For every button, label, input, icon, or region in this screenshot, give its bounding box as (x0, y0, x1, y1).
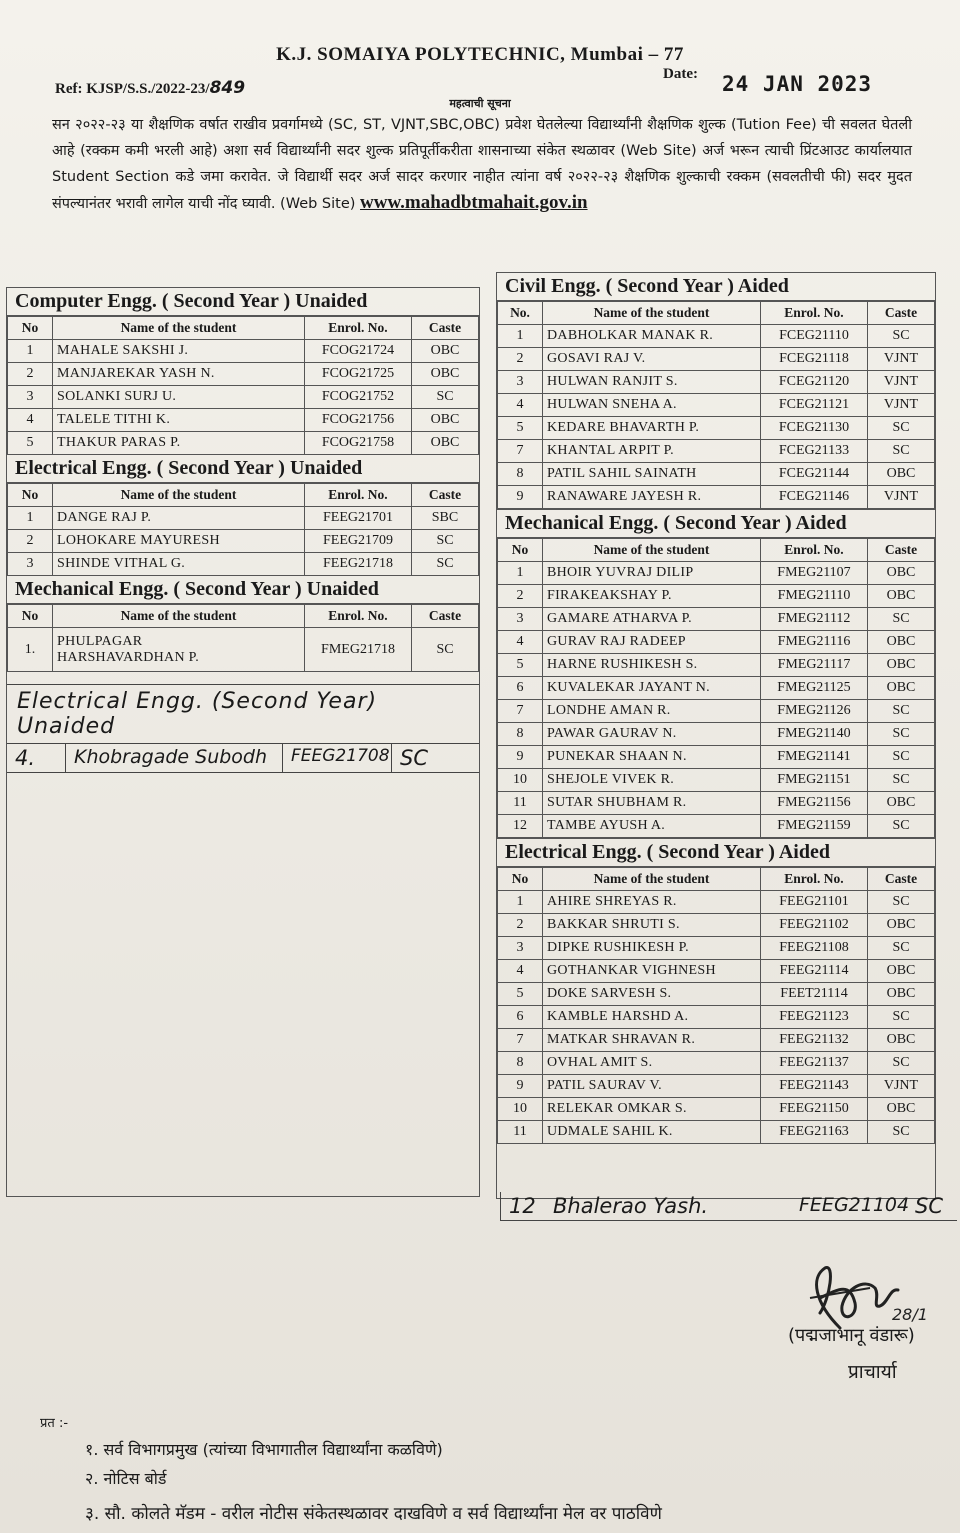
row-enrol: FCEG21120 (761, 371, 868, 394)
row-no: 4 (498, 394, 543, 417)
row-no: 9 (498, 486, 543, 509)
row-enrol: FEEG21701 (305, 507, 412, 530)
table-row (498, 723, 935, 746)
hand-row-no: 4. (7, 744, 66, 772)
row-no: 3 (8, 386, 53, 409)
row-caste: SC (868, 1121, 935, 1144)
ref-number-handwritten: 849 (209, 78, 246, 98)
row-no: 1. (8, 628, 53, 672)
row-name: DANGE RAJ P. (53, 507, 305, 530)
row-enrol: FEEG21123 (761, 1006, 868, 1029)
table-row (498, 769, 935, 792)
table-row (498, 746, 935, 769)
col-name: Name of the student (53, 605, 305, 628)
section-title-comp-unaided: Computer Engg. ( Second Year ) Unaided (7, 288, 479, 316)
row-enrol: FCEG21130 (761, 417, 868, 440)
section-title-civil-aided: Civil Engg. ( Second Year ) Aided (497, 273, 935, 301)
principal-name: (पद्मजाभानू वंडारू) (788, 1325, 915, 1346)
row-name: TALELE TITHI K. (53, 409, 305, 432)
col-enrol: Enrol. No. (761, 302, 868, 325)
row-no: 4 (498, 631, 543, 654)
row-no: 1 (498, 891, 543, 914)
row-caste: OBC (412, 432, 479, 455)
row-caste: SC (868, 937, 935, 960)
table-row (498, 440, 935, 463)
row-caste: SC (868, 1052, 935, 1075)
row-caste: VJNT (868, 394, 935, 417)
row-no: 7 (498, 700, 543, 723)
row-no: 10 (498, 769, 543, 792)
table-row (498, 394, 935, 417)
table-row (498, 700, 935, 723)
row-enrol: FMEG21116 (761, 631, 868, 654)
row-name: FIRAKEAKSHAY P. (543, 585, 761, 608)
row-enrol: FCOG21725 (305, 363, 412, 386)
row-no: 11 (498, 1121, 543, 1144)
notice-heading: महत्वाची सूचना (449, 97, 511, 110)
row-name: GURAV RAJ RADEEP (543, 631, 761, 654)
row-caste: SC (868, 815, 935, 838)
table-row (498, 348, 935, 371)
row-no: 1 (498, 562, 543, 585)
row-no: 10 (498, 1098, 543, 1121)
row-enrol: FMEG21718 (305, 628, 412, 672)
row-caste: OBC (868, 631, 935, 654)
row-name: DIPKE RUSHIKESH P. (543, 937, 761, 960)
row-no: 1 (8, 507, 53, 530)
row-no: 3 (498, 937, 543, 960)
row-no: 2 (498, 914, 543, 937)
table-elec-unaided (7, 483, 479, 576)
col-enrol: Enrol. No. (305, 605, 412, 628)
col-caste: Caste (868, 539, 935, 562)
table-row (498, 1006, 935, 1029)
row-no: 3 (498, 371, 543, 394)
row-no: 5 (8, 432, 53, 455)
hand-row-enrol: FEEG21708 (283, 744, 392, 772)
row-name-line1: PHULPAGAR (57, 633, 143, 649)
table-row (498, 631, 935, 654)
row-name: SHEJOLE VIVEK R. (543, 769, 761, 792)
table-row (498, 792, 935, 815)
row-no: 2 (8, 363, 53, 386)
row-no: 3 (498, 608, 543, 631)
site-label: (Web Site) (280, 196, 356, 212)
row-no: 8 (498, 1052, 543, 1075)
row-enrol: FMEG21110 (761, 585, 868, 608)
hand-row-caste: SC (915, 1194, 943, 1218)
table-row (498, 677, 935, 700)
row-caste: VJNT (868, 1075, 935, 1098)
table-comp-unaided (7, 316, 479, 455)
row-name: KEDARE BHAVARTH P. (543, 417, 761, 440)
table-row (8, 409, 479, 432)
row-caste: OBC (868, 677, 935, 700)
table-row (498, 463, 935, 486)
row-caste: OBC (868, 1029, 935, 1052)
row-caste: OBC (868, 983, 935, 1006)
row-no: 2 (498, 585, 543, 608)
row-no: 1 (8, 340, 53, 363)
website-link[interactable]: www.mahadbtmahait.gov.in (360, 192, 588, 213)
handwritten-section-title: Electrical Engg. (Second Year) Unaided (7, 685, 479, 744)
table-row (498, 914, 935, 937)
row-name: RANAWARE JAYESH R. (543, 486, 761, 509)
row-no: 11 (498, 792, 543, 815)
row-caste: OBC (412, 409, 479, 432)
col-name: Name of the student (53, 317, 305, 340)
row-name: GOSAVI RAJ V. (543, 348, 761, 371)
row-caste: VJNT (868, 371, 935, 394)
row-caste: OBC (868, 960, 935, 983)
row-no: 9 (498, 746, 543, 769)
left-panel (6, 287, 480, 1197)
row-no: 7 (498, 440, 543, 463)
table-elec-aided (497, 867, 935, 1144)
right-panel (496, 272, 936, 1199)
col-no: No (498, 868, 543, 891)
col-no: No (8, 484, 53, 507)
row-name: KAMBLE HARSHD A. (543, 1006, 761, 1029)
row-caste: OBC (868, 914, 935, 937)
row-name: RELEKAR OMKAR S. (543, 1098, 761, 1121)
row-enrol: FEEG21150 (761, 1098, 868, 1121)
table-row (8, 432, 479, 455)
table-row (498, 1075, 935, 1098)
row-caste: SC (868, 769, 935, 792)
row-name: AHIRE SHREYAS R. (543, 891, 761, 914)
copy-to-line-1: १. सर्व विभागप्रमुख (त्यांच्या विभागातील विद्यार्थ्यांना कळविणे) (85, 1440, 443, 1459)
table-row (498, 1029, 935, 1052)
row-no: 3 (8, 553, 53, 576)
row-name: TAMBE AYUSH A. (543, 815, 761, 838)
col-enrol: Enrol. No. (761, 539, 868, 562)
col-no: No. (498, 302, 543, 325)
row-caste: OBC (868, 654, 935, 677)
row-enrol: FCEG21144 (761, 463, 868, 486)
row-enrol: FCEG21146 (761, 486, 868, 509)
col-caste: Caste (412, 317, 479, 340)
hand-row-no: 12 (509, 1194, 536, 1218)
row-enrol: FCEG21121 (761, 394, 868, 417)
date-label: Date: (663, 66, 698, 82)
hand-row-caste: SC (400, 746, 428, 770)
row-no: 4 (8, 409, 53, 432)
row-name: DABHOLKAR MANAK R. (543, 325, 761, 348)
copy-to-line-2: २. नोटिस बोर्ड (85, 1469, 167, 1488)
row-caste: OBC (868, 463, 935, 486)
row-enrol: FMEG21140 (761, 723, 868, 746)
row-caste: SC (868, 1006, 935, 1029)
row-enrol: FEEG21108 (761, 937, 868, 960)
row-caste: VJNT (868, 486, 935, 509)
col-name: Name of the student (543, 302, 761, 325)
table-row (498, 417, 935, 440)
row-name: PAWAR GAURAV N. (543, 723, 761, 746)
row-caste: SC (412, 386, 479, 409)
row-no: 2 (8, 530, 53, 553)
row-no: 6 (498, 677, 543, 700)
col-no: No (8, 317, 53, 340)
table-mech-aided (497, 538, 935, 838)
row-enrol: FEEG21143 (761, 1075, 868, 1098)
row-enrol: FEEG21102 (761, 914, 868, 937)
row-caste: SC (868, 891, 935, 914)
row-name: LONDHE AMAN R. (543, 700, 761, 723)
row-name: MATKAR SHRAVAN R. (543, 1029, 761, 1052)
table-row (498, 608, 935, 631)
row-name: MANJAREKAR YASH N. (53, 363, 305, 386)
row-enrol: FCEG21133 (761, 440, 868, 463)
row-name (53, 628, 305, 672)
row-no: 5 (498, 983, 543, 1006)
hand-row-enrol: FEEG21104 (799, 1194, 910, 1216)
table-row (498, 983, 935, 1006)
row-enrol: FEEG21101 (761, 891, 868, 914)
table-row (498, 1052, 935, 1075)
row-caste: SC (868, 608, 935, 631)
row-enrol: FCOG21752 (305, 386, 412, 409)
row-name: HARNE RUSHIKESH S. (543, 654, 761, 677)
signature-date: 28/1 (892, 1305, 928, 1324)
section-title-mech-aided: Mechanical Engg. ( Second Year ) Aided (497, 509, 935, 538)
col-no: No (498, 539, 543, 562)
row-enrol: FMEG21141 (761, 746, 868, 769)
section-title-mech-unaided: Mechanical Engg. ( Second Year ) Unaided (7, 576, 479, 604)
handwritten-row (7, 744, 479, 773)
row-enrol: FMEG21107 (761, 562, 868, 585)
principal-title: प्राचार्या (848, 1361, 897, 1383)
hand-row-name: Bhalerao Yash. (553, 1194, 709, 1218)
table-row (8, 628, 479, 672)
row-enrol: FMEG21125 (761, 677, 868, 700)
row-name: KHANTAL ARPIT P. (543, 440, 761, 463)
col-caste: Caste (412, 605, 479, 628)
table-row (8, 363, 479, 386)
row-name: PUNEKAR SHAAN N. (543, 746, 761, 769)
row-enrol: FEEG21114 (761, 960, 868, 983)
row-name: DOKE SARVESH S. (543, 983, 761, 1006)
row-enrol: FCEG21110 (761, 325, 868, 348)
row-name: BHOIR YUVRAJ DILIP (543, 562, 761, 585)
row-enrol: FCOG21724 (305, 340, 412, 363)
table-row (8, 507, 479, 530)
row-caste: VJNT (868, 348, 935, 371)
row-enrol: FMEG21156 (761, 792, 868, 815)
table-row (498, 937, 935, 960)
table-row (498, 562, 935, 585)
row-caste: SC (868, 723, 935, 746)
row-enrol: FMEG21117 (761, 654, 868, 677)
row-caste: SC (868, 417, 935, 440)
row-name: OVHAL AMIT S. (543, 1052, 761, 1075)
row-caste: OBC (868, 562, 935, 585)
row-caste: SC (868, 440, 935, 463)
row-no: 4 (498, 960, 543, 983)
row-name: GAMARE ATHARVA P. (543, 608, 761, 631)
row-no: 2 (498, 348, 543, 371)
row-name: UDMALE SAHIL K. (543, 1121, 761, 1144)
row-caste: OBC (412, 363, 479, 386)
notice-text: सन २०२२-२३ या शैक्षणिक वर्षात राखीव प्रवर्गामध्ये (SC, ST, VJNT,SBC,OBC) प्रवेश घेतलेल्या विद्यार्थ्यांनी शैक्षणिक शुल्क (Tution Fee) ची सवलत घेतली आहे (रक्कम कमी भरली आहे) अशा सर्व विद्यार्थ्यांनी सदर शुल्क प्रतिपूर्तीकरीता शासनाच्या संकेत स्थळावर (Web Site) अर्ज भरून त्याची प्रिंटआउट कार्यालयात Student Section कडे जमा करावेत. जे विद्यार्थी सदर अर्ज सादर करणार नाहीत त्यांना वर्ष २०२२-२३ शैक्षणिक शुल्काची रक्कम (सवलतीची फी) सदर मुदत संपल्यानंतर भरावी लागेल याची नोंद घ्यावी. (52, 117, 912, 212)
row-name: PATIL SAURAV V. (543, 1075, 761, 1098)
table-row (498, 1121, 935, 1144)
row-caste: SC (412, 628, 479, 672)
col-caste: Caste (868, 302, 935, 325)
row-no: 5 (498, 654, 543, 677)
col-no: No (8, 605, 53, 628)
notice-paragraph (52, 112, 912, 217)
row-name: THAKUR PARAS P. (53, 432, 305, 455)
row-caste: OBC (868, 792, 935, 815)
row-no: 12 (498, 815, 543, 838)
col-enrol: Enrol. No. (305, 317, 412, 340)
row-name: HULWAN SNEHA A. (543, 394, 761, 417)
hand-row-name: Khobragade Subodh (66, 744, 283, 772)
row-caste: SC (412, 530, 479, 553)
row-name: KUVALEKAR JAYANT N. (543, 677, 761, 700)
row-enrol: FMEG21126 (761, 700, 868, 723)
col-name: Name of the student (543, 539, 761, 562)
reference-number (55, 78, 245, 98)
row-enrol: FEEG21718 (305, 553, 412, 576)
table-row (8, 530, 479, 553)
table-row (8, 553, 479, 576)
table-row (498, 815, 935, 838)
table-row (8, 386, 479, 409)
table-row (498, 891, 935, 914)
row-name: SUTAR SHUBHAM R. (543, 792, 761, 815)
row-caste: SC (868, 700, 935, 723)
row-caste: OBC (412, 340, 479, 363)
table-row (498, 1098, 935, 1121)
row-caste: OBC (868, 1098, 935, 1121)
copy-to-label: प्रत :- (40, 1416, 69, 1431)
row-caste: SC (868, 746, 935, 769)
table-row (498, 585, 935, 608)
table-row (498, 960, 935, 983)
table-civil-aided (497, 301, 935, 509)
row-no: 8 (498, 463, 543, 486)
row-name-line2: HARSHAVARDHAN P. (57, 649, 199, 665)
section-title-elec-unaided: Electrical Engg. ( Second Year ) Unaided (7, 455, 479, 483)
col-caste: Caste (412, 484, 479, 507)
row-name: LOHOKARE MAYURESH (53, 530, 305, 553)
college-title: K.J. SOMAIYA POLYTECHNIC, Mumbai – 77 (276, 44, 684, 65)
copy-to-line-3: ३. सौ. कोलते मॅडम - वरील नोटीस संकेतस्थळावर दाखविणे व सर्व विद्यार्थ्यांना मेल वर पाठविणे (85, 1504, 662, 1524)
row-enrol: FEEG21163 (761, 1121, 868, 1144)
row-name: SHINDE VITHAL G. (53, 553, 305, 576)
col-name: Name of the student (543, 868, 761, 891)
row-enrol: FCOG21758 (305, 432, 412, 455)
row-enrol: FCEG21118 (761, 348, 868, 371)
date-stamp: 24 JAN 2023 (722, 72, 873, 96)
row-name: MAHALE SAKSHI J. (53, 340, 305, 363)
row-no: 7 (498, 1029, 543, 1052)
row-enrol: FEET21114 (761, 983, 868, 1006)
row-name: HULWAN RANJIT S. (543, 371, 761, 394)
row-enrol: FEEG21132 (761, 1029, 868, 1052)
row-enrol: FEEG21709 (305, 530, 412, 553)
col-name: Name of the student (53, 484, 305, 507)
table-row (498, 371, 935, 394)
row-no: 1 (498, 325, 543, 348)
table-row (498, 486, 935, 509)
row-no: 8 (498, 723, 543, 746)
col-caste: Caste (868, 868, 935, 891)
row-no: 9 (498, 1075, 543, 1098)
row-enrol: FMEG21112 (761, 608, 868, 631)
row-caste: OBC (868, 585, 935, 608)
ref-label: Ref: KJSP/S.S./2022-23/ (55, 81, 210, 97)
row-caste: SC (412, 553, 479, 576)
table-row (498, 654, 935, 677)
row-enrol: FMEG21159 (761, 815, 868, 838)
table-row (498, 325, 935, 348)
section-title-elec-aided: Electrical Engg. ( Second Year ) Aided (497, 838, 935, 867)
row-no: 6 (498, 1006, 543, 1029)
table-mech-unaided (7, 604, 479, 672)
row-name: PATIL SAHIL SAINATH (543, 463, 761, 486)
row-enrol: FCOG21756 (305, 409, 412, 432)
row-enrol: FMEG21151 (761, 769, 868, 792)
table-row (8, 340, 479, 363)
col-enrol: Enrol. No. (761, 868, 868, 891)
row-no: 5 (498, 417, 543, 440)
row-enrol: FEEG21137 (761, 1052, 868, 1075)
handwritten-row-elec-aided (500, 1192, 957, 1221)
row-name: GOTHANKAR VIGHNESH (543, 960, 761, 983)
row-name: SOLANKI SURJ U. (53, 386, 305, 409)
row-name: BAKKAR SHRUTI S. (543, 914, 761, 937)
row-caste: SBC (412, 507, 479, 530)
row-caste: SC (868, 325, 935, 348)
col-enrol: Enrol. No. (305, 484, 412, 507)
